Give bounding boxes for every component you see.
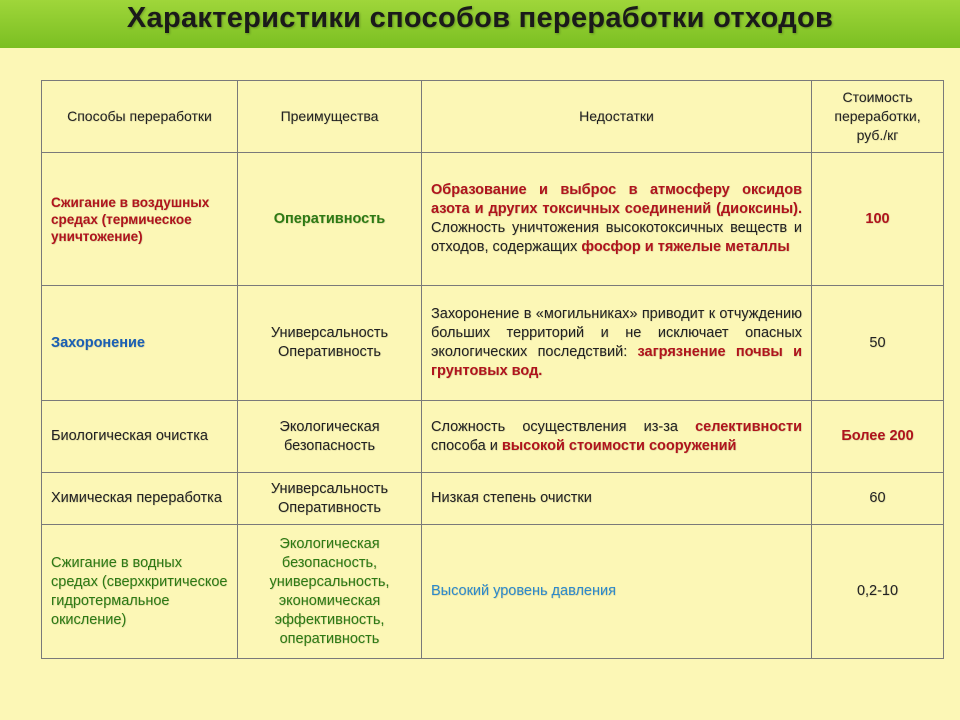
disadvantages-cell: [422, 153, 812, 286]
method-cell: Химическая переработка: [42, 473, 238, 525]
advantages-cell: Универсальность Оперативность: [238, 286, 422, 401]
disadvantage-highlight: фосфор и тяжелые металлы: [581, 239, 790, 255]
table-row: [42, 525, 944, 659]
disadvantages-cell: [422, 401, 812, 473]
header-advantages: Преимущества: [238, 81, 422, 153]
header-cost: Стоимость переработки, руб./кг: [812, 81, 944, 153]
table-row: [42, 286, 944, 401]
disadvantage-highlight: селективности: [695, 418, 802, 435]
method-cell: Захоронение: [42, 286, 238, 401]
disadvantage-highlight: Образование и выброс в атмосферу оксидов азота и других токсичных соединений (диоксины).: [431, 182, 802, 217]
header-method: Способы переработки: [42, 81, 238, 153]
disadvantage-text: способа и: [431, 437, 502, 454]
header-disadvantages: Недостатки: [422, 81, 812, 153]
table-header-row: [42, 81, 944, 153]
table-row: [42, 473, 944, 525]
disadvantages-cell: Высокий уровень давления: [422, 525, 812, 659]
cost-cell: 50: [812, 286, 944, 401]
method-cell: Сжигание в воздушных средах (термическое уничтожение): [42, 153, 238, 286]
page-title: Характеристики способов переработки отходов: [126, 2, 834, 34]
cost-cell: 0,2-10: [812, 525, 944, 659]
cost-cell: Более 200: [812, 401, 944, 473]
method-cell: Сжигание в водных средах (сверхкритическое гидротермальное окисление): [42, 525, 238, 659]
disadvantages-cell: [422, 286, 812, 401]
table-row: [42, 153, 944, 286]
disadvantage-text: Сложность уничтожения высокотоксичных веществ и отходов, содержащих: [431, 220, 802, 255]
advantages-cell: Универсальность Оперативность: [238, 473, 422, 525]
cost-cell: 100: [812, 153, 944, 286]
cost-cell: 60: [812, 473, 944, 525]
advantages-cell: Экологическая безопасность, универсальность, экономическая эффективность, оперативность: [238, 525, 422, 659]
table-row: [42, 401, 944, 473]
comparison-table: [41, 80, 944, 659]
disadvantage-text: Сложность осуществления из-за: [431, 418, 696, 435]
disadvantage-highlight: загрязнение почвы и грунтовых вод.: [431, 344, 802, 379]
advantages-cell: Оперативность: [238, 153, 422, 286]
disadvantage-text: Захоронение в «могильниках» приводит к отчуждению больших территорий и не исключает опасных экологических последствий:: [431, 306, 802, 360]
advantages-cell: Экологическая безопасность: [238, 401, 422, 473]
disadvantage-highlight: высокой стоимости сооружений: [501, 437, 737, 454]
method-cell: Биологическая очистка: [42, 401, 238, 473]
disadvantages-cell: Низкая степень очистки: [422, 473, 812, 525]
